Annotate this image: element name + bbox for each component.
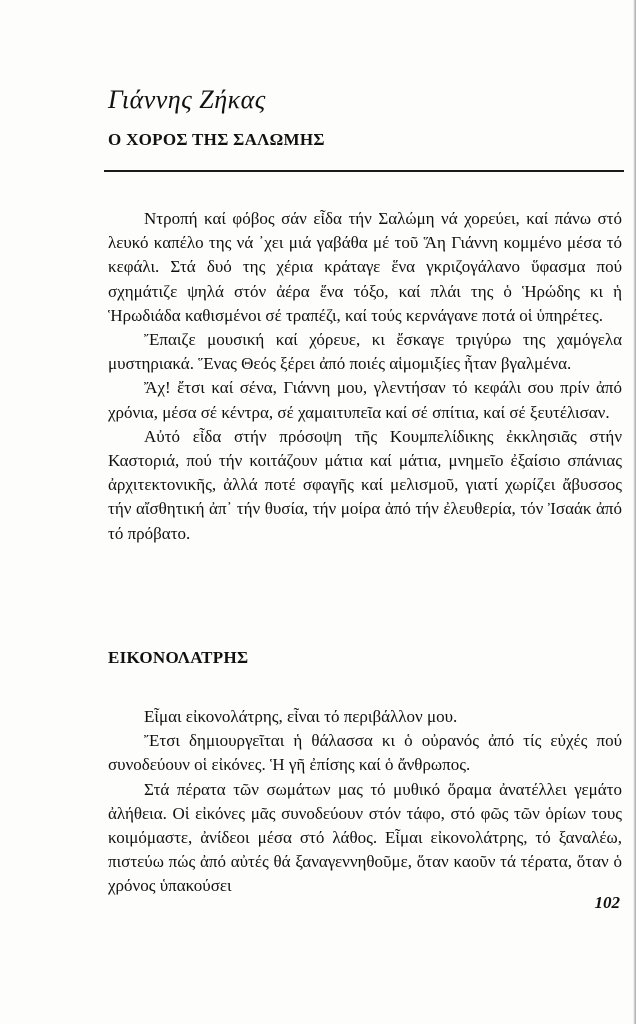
- author-name: Γιάννης Ζήκας: [108, 85, 266, 114]
- paragraph: Ἔπαιζε μουσική καί χόρευε, κι ἔσκαγε τριγύρω της χαμόγελα μυστηριακά. Ἕνας Θεός ξέρει ἀπό ποιές αἱμομιξίες ἦταν βγαλμένα.: [108, 330, 622, 374]
- poem-title-1: Ο ΧΟΡΟΣ ΤΗΣ ΣΑΛΩΜΗΣ: [108, 130, 325, 149]
- title-divider: [104, 170, 624, 172]
- paragraph: Ἔτσι δημιουργεῖται ἡ θάλασσα κι ὁ οὐρανός ἀπό τίς εὐχές πού συνοδεύουν οἱ εἰκόνες. Ἡ γῆ ἐπίσης καί ὁ ἄνθρωπος.: [108, 731, 622, 775]
- paragraph: Ντροπή καί φόβος σάν εἶδα τήν Σαλώμη νά χορεύει, καί πάνω στό λευκό καπέλο της νά ᾿χει μιά γαβάθα μέ τοῦ Ἅη Γιάννη κομμένο μέσα τό κεφάλι. Στά δυό της χέρια κράταγε ἕνα γκριζογάλανο ὕφασμα πού σχημάτιζε ψηλά στόν ἀέρα ἕνα τόξο, καί πλάι της ὁ Ἡρώδης κι ἡ Ἡρωδιάδα καθισμένοι σέ τραπέζι, καί τούς κερνάγανε ποτά οἱ ὑπηρέτες.: [108, 209, 622, 325]
- paragraph: Αὐτό εἶδα στήν πρόσοψη τῆς Κουμπελίδικης ἐκκλησιᾶς στήν Καστοριά, πού τήν κοιτάζουν μάτια καί μάτια, μνημεῖο ἐξαίσιο σπάνιας ἀρχιτεκτονικῆς, ἀλλά ποτέ σφαγῆς καί μελισμοῦ, γιατί χωρίζει ἄβυσσος τήν αἴσθητική ἀπ᾿ τήν θυσία, τήν μοίρα ἀπό τήν ἐλευθερία, τόν Ἰσαάκ ἀπό τό πρόβατο.: [108, 426, 622, 543]
- poem-1-body: [108, 207, 622, 546]
- poem-title-2: ΕΙΚΟΝΟΛΑΤΡΗΣ: [108, 648, 249, 667]
- page-number: 102: [594, 893, 620, 912]
- paragraph: Ἄχ! ἔτσι καί σένα, Γιάννη μου, γλεντήσαν τό κεφάλι σου πρίν ἀπό χρόνια, μέσα σέ κέντρα, σέ χαμαιτυπεῖα καί σέ σπίτια, καί σέ ξευτέλισαν.: [108, 378, 622, 422]
- poem-2-body: [108, 705, 622, 899]
- paragraph: Στά πέρατα τῶν σωμάτων μας τό μυθικό ὅραμα ἀνατέλλει γεμάτο ἀλήθεια. Οἱ εἰκόνες μᾶς συνοδεύουν στόν τάφο, στό φῶς τῶν ὁρίων τους κοιμόμαστε, ἀνίδεοι μέσα στό λάθος. Εἶμαι εἰκονολάτρης, τό ξαναλέω, πιστεύω πώς ἀπό αὐτές θά ξαναγεννηθοῦμε, ὅταν καοῦν τά τέρατα, ὅταν ὁ χρόνος ὑπακούσει: [108, 779, 622, 896]
- paragraph: Εἶμαι εἰκονολάτρης, εἶναι τό περιβάλλον μου.: [144, 707, 458, 726]
